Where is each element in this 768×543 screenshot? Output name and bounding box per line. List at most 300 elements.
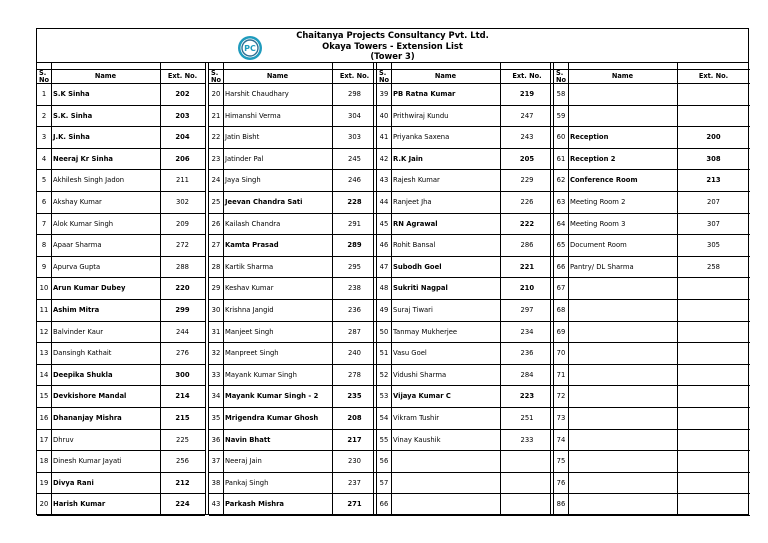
table-row: [554, 473, 750, 495]
row-name: Manpreet Singh: [225, 349, 279, 358]
row-name: Arun Kumar Dubey: [53, 284, 126, 293]
row-name: Meeting Room 3: [570, 219, 626, 228]
row-name: [568, 343, 679, 364]
table-row: [37, 473, 205, 495]
row-ext: 302: [176, 198, 189, 206]
row-name: S.K Sinha: [53, 90, 90, 98]
row-name: [568, 386, 679, 407]
cell-divider: [391, 63, 392, 515]
row-ext: 288: [176, 262, 189, 271]
row-ext: 258: [707, 262, 720, 271]
row-sno: 4: [41, 154, 47, 163]
table-row: [554, 257, 750, 279]
table-row: [37, 300, 205, 322]
name-header: Name: [94, 72, 117, 80]
table-row: [209, 430, 377, 452]
row-sno: 14: [39, 370, 49, 379]
row-name: Mayank Kumar Singh: [225, 370, 297, 379]
table-row: [37, 322, 205, 344]
row-ext: [677, 343, 750, 364]
row-name: Mayank Kumar Singh - 2: [225, 392, 319, 401]
row-sno: 32: [211, 349, 221, 358]
row-sno: 66: [379, 500, 389, 509]
sno-header: S. No: [556, 69, 567, 84]
row-ext: 225: [176, 435, 189, 444]
row-name: Balvinder Kaur: [53, 327, 103, 336]
row-ext: 221: [519, 262, 535, 271]
row-name: Rohit Bansal: [393, 241, 436, 250]
row-sno: 8: [41, 241, 47, 250]
ext-header: Ext. No.: [167, 72, 198, 80]
row-ext: [677, 365, 750, 386]
row-sno: 21: [211, 111, 221, 120]
row-name: [391, 494, 502, 515]
row-name: RN Agrawal: [393, 219, 438, 228]
row-name: Navin Bhatt: [225, 435, 271, 444]
sheet-header: [37, 29, 748, 63]
row-sno: 44: [379, 198, 389, 206]
row-sno: 25: [211, 198, 221, 206]
row-sno: 50: [379, 327, 389, 336]
row-ext: 246: [348, 176, 361, 185]
row-ext: 251: [520, 414, 534, 422]
row-name: Himanshi Verma: [225, 111, 281, 120]
row-ext: [500, 451, 554, 472]
row-ext: 230: [348, 457, 361, 466]
row-name: [391, 473, 502, 494]
row-name: Reception 2: [570, 154, 616, 163]
row-name: Neeraj Kr Sinha: [53, 154, 114, 163]
table-row: [209, 257, 377, 279]
row-ext: 234: [520, 327, 534, 336]
row-name: Ashim Mitra: [53, 306, 100, 314]
row-sno: 58: [556, 90, 566, 98]
row-name: Dinesh Kumar Jayati: [53, 457, 122, 466]
company-name: Chaitanya Projects Consultancy Pvt. Ltd.: [296, 30, 489, 40]
row-ext: [677, 278, 750, 299]
row-sno: 36: [211, 435, 221, 444]
table-row: [377, 365, 554, 387]
column-group-2: [209, 63, 377, 515]
row-name: [568, 365, 679, 386]
table-row: [37, 149, 205, 171]
row-sno: 72: [556, 392, 566, 401]
name-header: Name: [611, 72, 634, 80]
row-sno: 34: [211, 392, 221, 401]
row-sno: 23: [211, 154, 221, 163]
row-name: Neeraj Jain: [225, 457, 262, 466]
cell-divider: [500, 63, 501, 515]
row-name: Parkash Mishra: [225, 500, 285, 509]
row-sno: 56: [379, 457, 389, 466]
row-sno: 17: [39, 435, 49, 444]
row-sno: 27: [211, 241, 221, 250]
table-row: [377, 192, 554, 214]
row-ext: 236: [348, 306, 361, 314]
table-row: [554, 430, 750, 452]
table-row: [377, 214, 554, 236]
table-row: [209, 494, 377, 516]
row-sno: 66: [556, 262, 566, 271]
row-sno: 20: [211, 90, 221, 98]
row-name: Vijaya Kumar C: [393, 392, 451, 401]
row-sno: 28: [211, 262, 221, 271]
row-sno: 59: [556, 111, 566, 120]
row-name: Alok Kumar Singh: [53, 219, 114, 228]
table-row: [377, 473, 554, 495]
sno-header: S. No: [379, 69, 390, 84]
row-ext: 236: [520, 349, 534, 358]
table-row: [554, 300, 750, 322]
row-sno: 38: [211, 478, 221, 487]
row-ext: 276: [176, 349, 189, 358]
row-ext: 245: [348, 154, 361, 163]
row-sno: 65: [556, 241, 566, 250]
row-sno: 10: [39, 284, 49, 293]
logo-text: PC: [244, 44, 256, 53]
table-row: [554, 127, 750, 149]
row-sno: 7: [41, 219, 47, 228]
row-sno: 20: [39, 500, 49, 509]
row-sno: 13: [39, 349, 49, 358]
table-row: [209, 408, 377, 430]
column-header-row: [209, 69, 377, 84]
row-sno: 2: [41, 111, 47, 120]
row-ext: [677, 430, 750, 451]
row-ext: [677, 408, 750, 429]
column-header-row: [377, 69, 554, 84]
table-row: [554, 386, 750, 408]
row-ext: [677, 451, 750, 472]
table-row: [377, 106, 554, 128]
table-row: [209, 343, 377, 365]
row-ext: [677, 473, 750, 494]
row-name: [568, 451, 679, 472]
row-ext: 208: [347, 414, 362, 422]
row-name: Meeting Room 2: [570, 198, 626, 206]
ext-header: Ext. No.: [339, 72, 370, 80]
row-sno: 3: [41, 133, 47, 142]
ext-header: Ext. No.: [698, 72, 729, 80]
row-name: Kailash Chandra: [225, 219, 281, 228]
row-sno: 9: [41, 262, 47, 271]
row-name: J.K. Sinha: [53, 133, 90, 142]
table-row: [209, 84, 377, 106]
row-sno: 12: [39, 327, 49, 336]
row-ext: 305: [707, 241, 720, 250]
row-ext: 222: [519, 219, 535, 228]
column-header-row: [37, 69, 205, 84]
table-row: [209, 106, 377, 128]
row-sno: 61: [556, 154, 566, 163]
row-ext: 228: [347, 198, 362, 206]
row-name: [568, 408, 679, 429]
row-sno: 76: [556, 478, 566, 487]
row-sno: 74: [556, 435, 566, 444]
row-ext: 286: [520, 241, 534, 250]
table-row: [554, 322, 750, 344]
row-name: Jeevan Chandra Sati: [225, 198, 303, 206]
name-header: Name: [434, 72, 457, 80]
row-name: Vikram Tushir: [393, 414, 440, 422]
table-row: [377, 322, 554, 344]
row-name: Vasu Goel: [393, 349, 427, 358]
row-name: Vinay Kaushik: [393, 435, 441, 444]
row-ext: 237: [348, 478, 361, 487]
row-name: Keshav Kumar: [225, 284, 274, 293]
cell-divider: [332, 63, 333, 515]
row-sno: 22: [211, 133, 221, 142]
row-sno: 71: [556, 370, 566, 379]
row-sno: 43: [211, 500, 221, 509]
table-row: [37, 278, 205, 300]
table-row: [377, 451, 554, 473]
row-name: Mrigendra Kumar Ghosh: [225, 414, 319, 422]
row-ext: 235: [347, 392, 362, 401]
row-name: [568, 84, 679, 105]
table-row: [377, 257, 554, 279]
row-name: Kamta Prasad: [225, 241, 279, 250]
row-name: Apurva Gupta: [53, 262, 101, 271]
table-row: [37, 106, 205, 128]
row-ext: 213: [706, 176, 721, 185]
row-sno: 86: [556, 500, 566, 509]
row-ext: 307: [707, 219, 720, 228]
row-name: [391, 451, 502, 472]
table-row: [37, 84, 205, 106]
row-sno: 55: [379, 435, 389, 444]
row-sno: 30: [211, 306, 221, 314]
row-name: [568, 278, 679, 299]
row-name: Pantry/ DL Sharma: [570, 262, 634, 271]
table-row: [554, 278, 750, 300]
row-sno: 37: [211, 457, 221, 466]
row-sno: 11: [39, 306, 49, 314]
row-sno: 41: [379, 133, 389, 142]
table-row: [554, 494, 750, 516]
cell-divider: [51, 63, 52, 515]
row-ext: 206: [175, 154, 190, 163]
row-sno: 19: [39, 478, 49, 487]
row-sno: 53: [379, 392, 389, 401]
row-sno: 5: [41, 176, 47, 185]
table-row: [37, 214, 205, 236]
row-ext: 226: [520, 198, 534, 206]
row-ext: [677, 322, 750, 343]
table-row: [209, 365, 377, 387]
table-row: [209, 278, 377, 300]
cell-divider: [677, 63, 678, 515]
row-sno: 1: [41, 90, 47, 98]
row-sno: 49: [379, 306, 389, 314]
row-ext: 299: [175, 306, 190, 314]
tower-label: (Tower 3): [370, 51, 415, 62]
row-ext: 209: [176, 219, 189, 228]
row-name: Deepika Shukla: [53, 370, 113, 379]
row-ext: 284: [520, 370, 534, 379]
table-row: [554, 214, 750, 236]
row-sno: 64: [556, 219, 566, 228]
row-name: R.K Jain: [393, 154, 423, 163]
row-sno: 57: [379, 478, 389, 487]
table-row: [37, 430, 205, 452]
row-ext: 219: [519, 90, 535, 98]
row-name: Vidushi Sharma: [393, 370, 447, 379]
row-name: [568, 322, 679, 343]
row-sno: 47: [379, 262, 389, 271]
row-ext: 200: [706, 133, 721, 142]
row-sno: 33: [211, 370, 221, 379]
row-sno: 51: [379, 349, 389, 358]
table-row: [37, 408, 205, 430]
table-row: [377, 408, 554, 430]
row-sno: 52: [379, 370, 389, 379]
table-row: [554, 106, 750, 128]
row-ext: 215: [175, 414, 190, 422]
cell-divider: [160, 63, 161, 515]
table-row: [554, 84, 750, 106]
table-row: [554, 192, 750, 214]
row-name: Document Room: [570, 241, 627, 250]
table-row: [209, 149, 377, 171]
row-sno: 6: [41, 198, 47, 206]
table-row: [377, 278, 554, 300]
table-row: [37, 170, 205, 192]
row-sno: 26: [211, 219, 221, 228]
row-name: Harshit Chaudhary: [225, 90, 289, 98]
row-sno: 62: [556, 176, 566, 185]
row-ext: 220: [175, 284, 190, 293]
table-row: [209, 214, 377, 236]
row-name: Rajesh Kumar: [393, 176, 440, 185]
table-row: [377, 343, 554, 365]
row-ext: 298: [348, 90, 361, 98]
table-row: [209, 192, 377, 214]
ext-header: Ext. No.: [512, 72, 542, 80]
row-name: [568, 430, 679, 451]
row-name: Tanmay Mukherjee: [393, 327, 458, 336]
row-name: Apaar Sharma: [53, 241, 102, 250]
row-ext: 289: [347, 241, 362, 250]
row-sno: 18: [39, 457, 49, 466]
table-row: [377, 300, 554, 322]
row-name: Jaya Singh: [225, 176, 261, 185]
table-row: [37, 343, 205, 365]
row-name: Jatinder Pal: [225, 154, 264, 163]
table-row: [37, 494, 205, 516]
row-name: Jatin Bisht: [225, 133, 260, 142]
row-name: Dhruv: [53, 435, 74, 444]
table-row: [377, 149, 554, 171]
row-name: [568, 106, 679, 127]
table-row: [554, 408, 750, 430]
name-header: Name: [266, 72, 289, 80]
row-name: Akhilesh Singh Jadon: [53, 176, 125, 185]
row-sno: 29: [211, 284, 221, 293]
column-group-4: [554, 63, 750, 515]
row-sno: 40: [379, 111, 389, 120]
row-sno: 35: [211, 414, 221, 422]
row-ext: 297: [520, 306, 534, 314]
row-name: Kartik Sharma: [225, 262, 274, 271]
row-sno: 39: [379, 90, 389, 98]
table-row: [209, 300, 377, 322]
table-row: [377, 235, 554, 257]
row-name: Krishna Jangid: [225, 306, 274, 314]
row-ext: 300: [175, 370, 190, 379]
row-sno: 73: [556, 414, 566, 422]
row-ext: [677, 106, 750, 127]
row-ext: 238: [348, 284, 361, 293]
table-row: [554, 149, 750, 171]
table-row: [37, 365, 205, 387]
row-ext: [677, 494, 750, 515]
row-name: [568, 300, 679, 321]
table-row: [37, 386, 205, 408]
table-row: [377, 127, 554, 149]
row-sno: 67: [556, 284, 566, 293]
table-row: [37, 235, 205, 257]
sno-header: S. No: [39, 69, 50, 84]
table-row: [554, 343, 750, 365]
row-sno: 60: [556, 133, 566, 142]
table-row: [209, 451, 377, 473]
row-ext: 247: [520, 111, 534, 120]
row-sno: 16: [39, 414, 49, 422]
row-sno: 24: [211, 176, 221, 185]
row-sno: 48: [379, 284, 389, 293]
table-row: [209, 235, 377, 257]
table-row: [377, 386, 554, 408]
table-row: [377, 170, 554, 192]
row-ext: 217: [347, 435, 362, 444]
row-name: Devkishore Mandal: [53, 392, 127, 401]
column-group-1: [37, 63, 205, 515]
table-row: [209, 386, 377, 408]
row-sno: 31: [211, 327, 221, 336]
row-sno: 15: [39, 392, 49, 401]
column-group-3: [377, 63, 554, 515]
row-sno: 69: [556, 327, 566, 336]
row-name: Prithwiraj Kundu: [393, 111, 449, 120]
row-ext: 291: [348, 219, 361, 228]
table-row: [377, 84, 554, 106]
table-row: [209, 322, 377, 344]
row-sno: 70: [556, 349, 566, 358]
row-ext: 256: [176, 457, 189, 466]
table-row: [554, 235, 750, 257]
row-ext: 233: [520, 435, 534, 444]
row-name: Reception: [570, 133, 609, 142]
row-name: Manjeet Singh: [225, 327, 274, 336]
row-sno: 63: [556, 198, 566, 206]
row-name: Dansingh Kathait: [53, 349, 112, 358]
row-ext: [677, 84, 750, 105]
row-name: Subodh Goel: [393, 262, 442, 271]
row-name: Ranjeet Jha: [393, 198, 432, 206]
row-sno: 45: [379, 219, 389, 228]
row-ext: 295: [348, 262, 361, 271]
row-ext: 272: [176, 241, 189, 250]
row-sno: 46: [379, 241, 389, 250]
row-ext: 203: [175, 111, 190, 120]
table-row: [37, 257, 205, 279]
row-name: [568, 494, 679, 515]
table-row: [554, 170, 750, 192]
sno-header: S. No: [211, 69, 222, 84]
row-ext: [677, 386, 750, 407]
row-ext: 243: [520, 133, 534, 142]
